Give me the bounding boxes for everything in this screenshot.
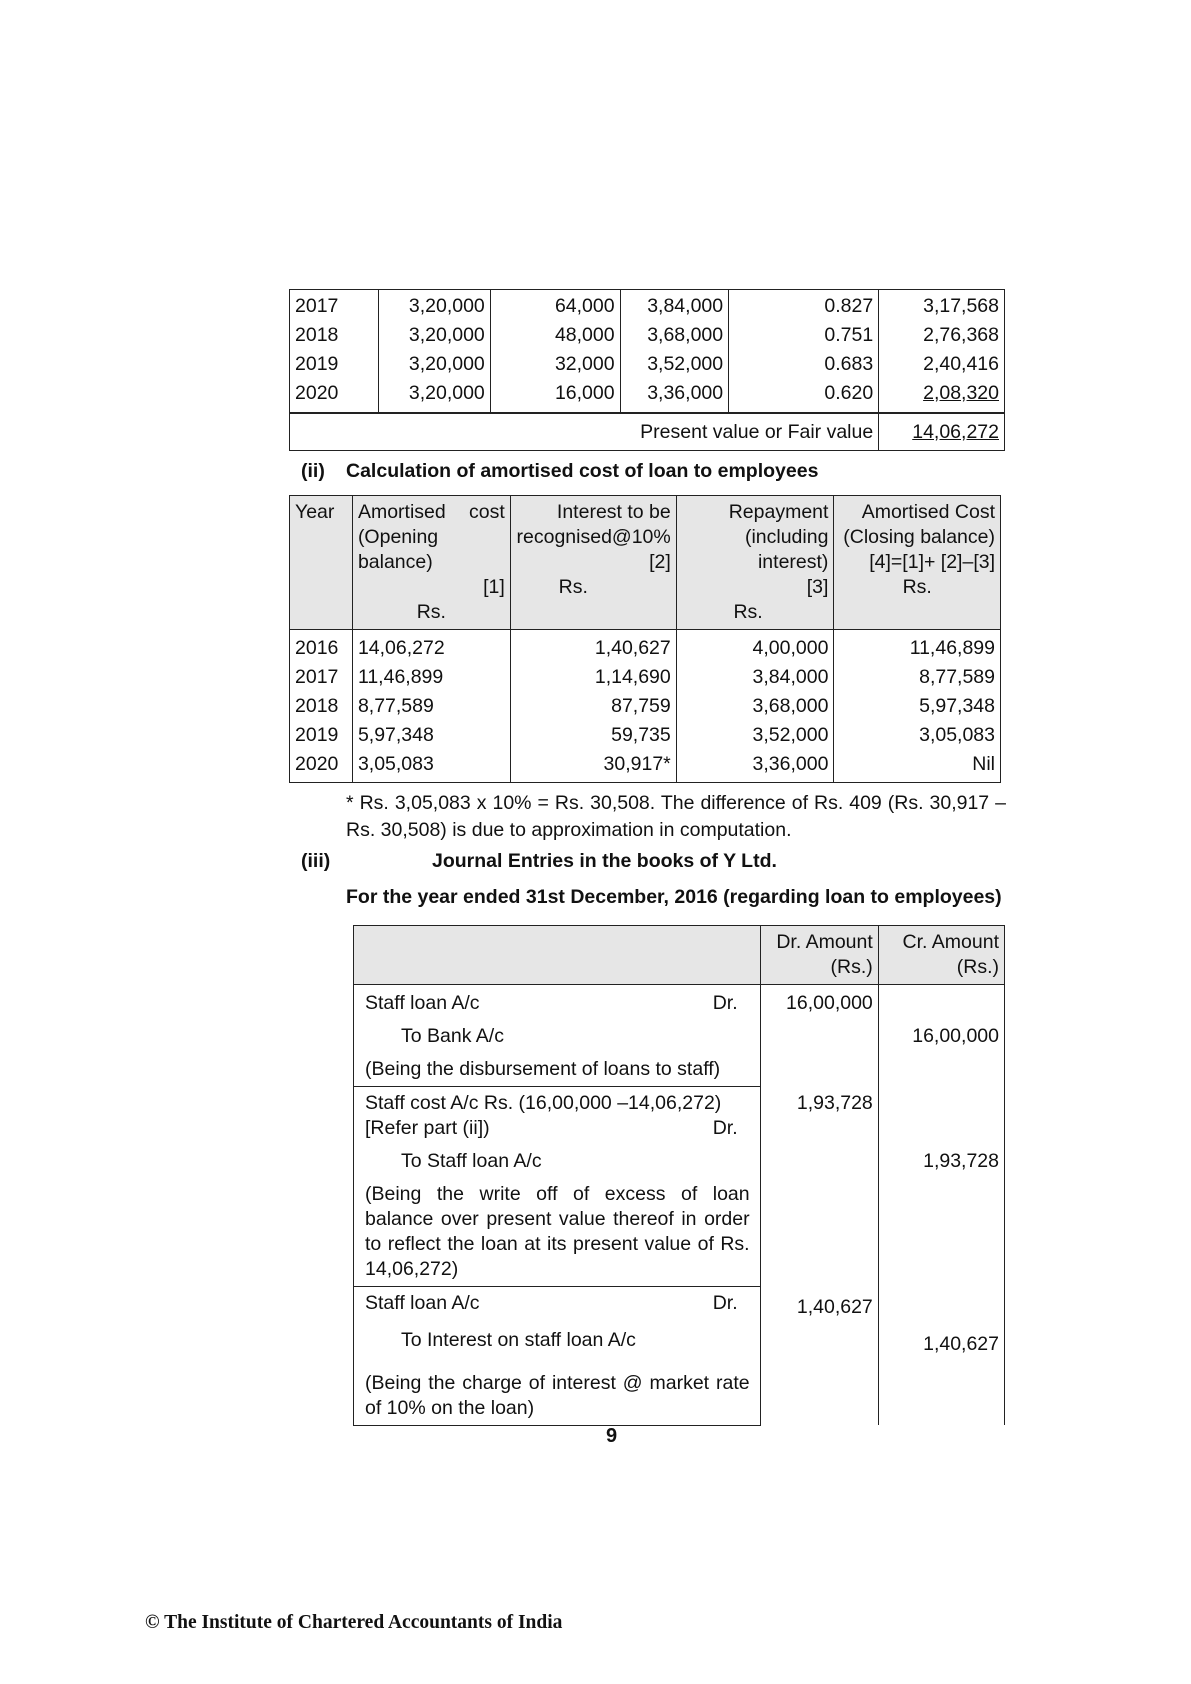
table-row [290,350,1005,379]
column-header [676,496,834,630]
dr-amount-cell [760,1361,878,1426]
year-cell: 2019 [290,721,353,750]
opening-balance-cell: 3,05,083 [352,750,510,783]
particulars-cell [354,1087,761,1146]
footer-copyright: © The Institute of Chartered Accountants of India [145,1612,563,1633]
narration: (Being the charge of interest @ market rate of 10% on the loan) [354,1361,761,1426]
amount-cell: 3,20,000 [379,321,491,350]
header-text: recognised@10% [516,526,671,548]
header-rs: Rs. [558,576,588,598]
discount-factor-cell: 0.683 [729,350,879,379]
present-value-cell: 2,40,416 [879,350,1005,379]
journal-row [354,1145,1005,1178]
debit-account: Staff loan A/c [365,992,480,1014]
present-value-table [289,289,1005,451]
dr-amount-cell [760,1178,878,1287]
year-cell: 2016 [290,630,353,664]
header-text: (Opening balance) [357,526,439,573]
header-text: (Closing balance) [843,526,995,548]
amount-cell: 3,68,000 [620,321,729,350]
journal-row [354,1087,1005,1146]
header-text: (Rs.) [956,956,999,978]
footnote: * Rs. 3,05,083 x 10% = Rs. 30,508. The difference of Rs. 409 (Rs. 30,917 – Rs. 30,508) is due to approximation in computation. [346,792,1006,841]
amount-cell: 3,20,000 [379,290,491,322]
interest-cell: 1,14,690 [510,663,676,692]
cr-amount-cell: 1,93,728 [878,1145,1004,1178]
cr-amount-cell [878,1287,1004,1324]
opening-balance-cell: 8,77,589 [352,692,510,721]
header-text: Repayment [728,501,829,523]
journal-entries-table [353,925,1005,1426]
closing-balance-cell: 8,77,589 [834,663,1001,692]
column-header [834,496,1001,630]
table-row [290,379,1005,413]
present-value-cell: 2,08,320 [879,379,1005,413]
discount-factor-cell: 0.620 [729,379,879,413]
header-text: [2] [649,551,671,573]
header-rs: Rs. [733,601,763,623]
table-row [290,663,1001,692]
cr-amount-cell: 1,40,627 [878,1324,1004,1361]
total-label: Present value or Fair value [290,413,879,451]
header-text: cost [469,501,505,523]
debit-reference: [Refer part (ii]) [365,1117,490,1139]
closing-balance-cell: Nil [834,750,1001,783]
table-header-row [354,926,1005,985]
dr-amount-header [760,926,878,985]
cr-amount-cell [878,1087,1004,1146]
credit-account: To Interest on staff loan A/c [354,1324,761,1361]
dr-amount-cell [760,1145,878,1178]
dr-mark: Dr. [712,1292,738,1314]
dr-mark: Dr. [712,992,738,1014]
dr-amount-cell [760,1020,878,1053]
opening-balance-cell: 11,46,899 [352,663,510,692]
year-cell: 2020 [290,379,379,413]
section-title: Journal Entries in the books of Y Ltd. [432,850,777,872]
header-text: Amortised [357,501,446,523]
column-header [290,496,353,630]
present-value-cell: 3,17,568 [879,290,1005,322]
year-cell: 2018 [290,692,353,721]
header-text: Amortised Cost [861,501,995,523]
debit-account: Staff loan A/c [365,1292,480,1314]
narration: (Being the write off of excess of loan balance over present value thereof in order to reflect the loan at its present value of Rs. 14,06,272) [354,1178,761,1287]
year-cell: 2019 [290,350,379,379]
header-text: [1] [483,576,505,598]
opening-balance-cell: 14,06,272 [352,630,510,664]
dr-amount-cell: 1,93,728 [760,1087,878,1146]
cr-amount-header [878,926,1004,985]
dr-amount-cell [760,1324,878,1361]
page-number: 9 [606,1425,618,1447]
repayment-cell: 3,84,000 [676,663,834,692]
amount-cell: 64,000 [490,290,620,322]
dr-amount-cell [760,1053,878,1087]
header-text: Dr. Amount [776,931,873,953]
cr-amount-cell [878,1178,1004,1287]
particulars-cell [354,985,761,1021]
particulars-cell [354,1287,761,1324]
narration: (Being the disbursement of loans to staff) [354,1053,761,1087]
journal-row [354,1361,1005,1426]
amount-cell: 3,20,000 [379,350,491,379]
section-subtitle: For the year ended 31st December, 2016 (regarding loan to employees) [346,886,1002,908]
table-row [290,721,1001,750]
header-year: Year [295,501,335,523]
header-text: [3] [806,576,829,598]
year-cell: 2017 [290,663,353,692]
cr-amount-cell [878,1361,1004,1426]
opening-balance-cell: 5,97,348 [352,721,510,750]
credit-account: To Staff loan A/c [354,1145,761,1178]
present-value-cell: 2,76,368 [879,321,1005,350]
column-header [510,496,676,630]
header-rs: Rs. [902,576,932,598]
amount-cell: 3,20,000 [379,379,491,413]
table-header-row [290,496,1001,630]
interest-cell: 1,40,627 [510,630,676,664]
journal-row [354,1287,1005,1324]
interest-cell: 59,735 [510,721,676,750]
journal-row [354,1178,1005,1287]
journal-row [354,1053,1005,1087]
year-cell: 2020 [290,750,353,783]
cr-amount-cell: 16,00,000 [878,1020,1004,1053]
journal-row [354,1020,1005,1053]
header-text: (including interest) [744,526,829,573]
debit-account: Staff cost A/c Rs. (16,00,000 –14,06,272) [365,1092,722,1114]
section-number: (iii) [301,850,331,872]
discount-factor-cell: 0.827 [729,290,879,322]
table-row [290,630,1001,664]
interest-cell: 30,917* [510,750,676,783]
cr-amount-cell [878,985,1004,1021]
repayment-cell: 4,00,000 [676,630,834,664]
amount-cell: 32,000 [490,350,620,379]
cr-amount-cell [878,1053,1004,1087]
table-row [290,750,1001,783]
closing-balance-cell: 3,05,083 [834,721,1001,750]
header-text: [4]=[1]+ [2]–[3] [869,551,995,573]
header-text: (Rs.) [830,956,873,978]
journal-row [354,1324,1005,1361]
closing-balance-cell: 5,97,348 [834,692,1001,721]
journal-row [354,985,1005,1021]
repayment-cell: 3,68,000 [676,692,834,721]
header-text: Interest to be [556,501,671,523]
amortised-cost-table [289,495,1001,783]
header-text: Cr. Amount [902,931,999,953]
table-row [290,290,1005,322]
year-cell: 2018 [290,321,379,350]
total-value: 14,06,272 [879,413,1005,451]
amount-cell: 16,000 [490,379,620,413]
closing-balance-cell: 11,46,899 [834,630,1001,664]
column-header [352,496,510,630]
repayment-cell: 3,52,000 [676,721,834,750]
amount-cell: 3,52,000 [620,350,729,379]
interest-cell: 87,759 [510,692,676,721]
section-title: Calculation of amortised cost of loan to employees [346,460,819,482]
table-row [290,692,1001,721]
total-row [290,413,1005,451]
dr-amount-cell: 16,00,000 [760,985,878,1021]
dr-mark: Dr. [712,1117,738,1139]
table-row [290,321,1005,350]
dr-amount-cell: 1,40,627 [760,1287,878,1324]
amount-cell: 48,000 [490,321,620,350]
credit-account: To Bank A/c [354,1020,761,1053]
header-rs: Rs. [416,601,446,623]
year-cell: 2017 [290,290,379,322]
amount-cell: 3,36,000 [620,379,729,413]
particulars-header [354,926,761,985]
amount-cell: 3,84,000 [620,290,729,322]
repayment-cell: 3,36,000 [676,750,834,783]
section-number: (ii) [301,460,325,482]
discount-factor-cell: 0.751 [729,321,879,350]
